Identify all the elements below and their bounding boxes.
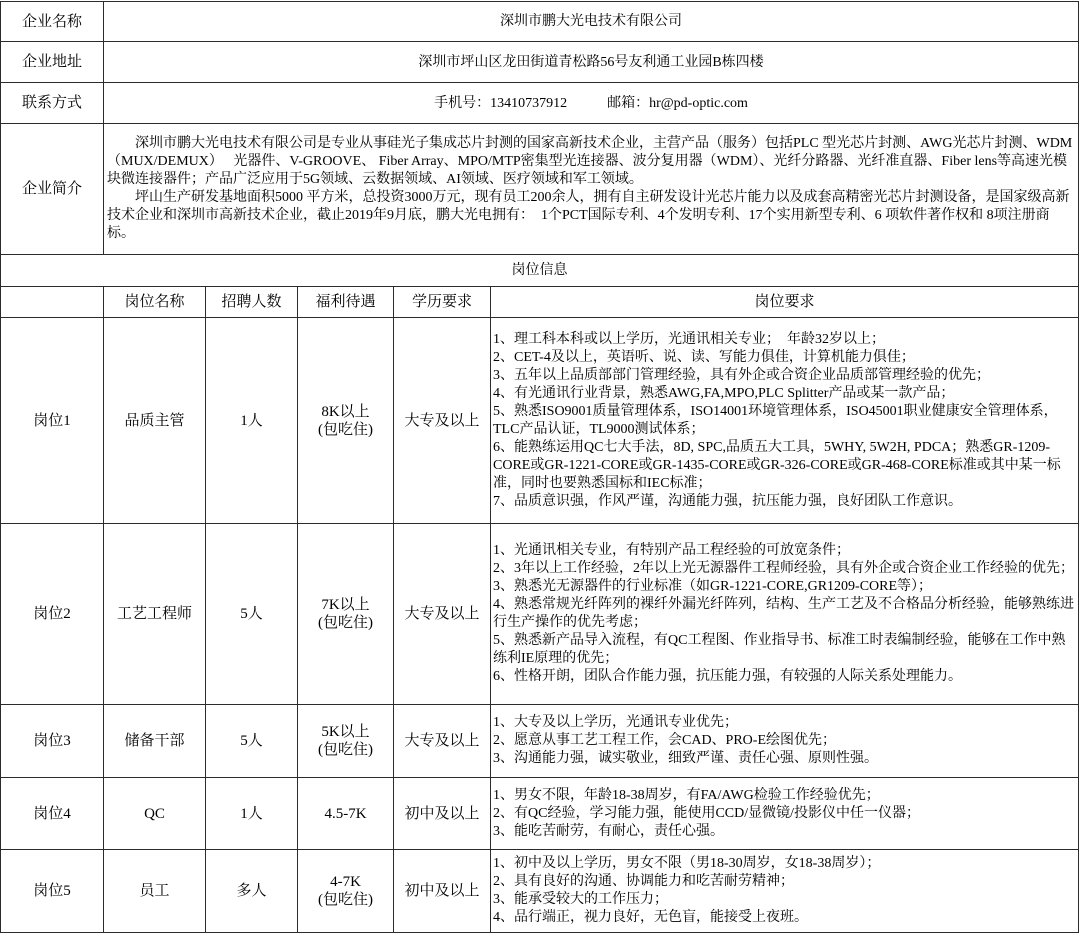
- position-requirements: [491, 524, 1079, 705]
- position-headcount: 1人: [206, 778, 298, 850]
- position-requirements: [491, 850, 1079, 933]
- position-salary: 4.5-7K: [324, 805, 367, 822]
- position-row: [1, 318, 1079, 524]
- position-salary-cell: [298, 850, 394, 933]
- requirement-item: 4、熟悉常规光纤阵列的裸纤外漏光纤阵列，结构、生产工艺及不合格品分析经验，能够熟练进行生产操作的优先考虑；: [493, 597, 1074, 630]
- company-address: 深圳市坪山区龙田街道青松路56号友利通工业园B栋四楼: [104, 42, 1079, 83]
- header-education: 学历要求: [394, 287, 491, 318]
- company-contact-row: [1, 83, 1079, 124]
- position-salary-cell: [298, 318, 394, 524]
- position-salary: 5K以上: [321, 724, 370, 740]
- position-salary: 8K以上: [321, 403, 370, 420]
- position-benefits-note: (包吃住): [318, 615, 373, 631]
- intro-paragraph: 深圳市鹏大光电技术有限公司是专业从事硅光子集成芯片封测的国家高新技术企业，主营产品（服务）包括PLC 型光芯片封测、AWG光芯片封测、WDM（MUX/DEMUX） 光器件、V-GROOVE、 Fiber Array、MPO/MTP密集型光连接器、波分复用器（WDM）、光纤分路器、光纤准直器、Fiber lens等高速光模块微连接器件；产品广泛应用于5G领域、云数据领域、AI领域、医疗领域和军工领域。: [107, 136, 1073, 187]
- intro-paragraph: 坪山生产研发基地面积5000 平方米，总投资3000万元，现有员工200余人，拥有自主研发设计光芯片能力以及成套高精密光芯片封测设备，是国家级高新技术企业和深圳市高新技术企业，截止2019年9月底，鹏大光电拥有： 1个PCT国际专利、4个发明专利、17个实用新型专利、6 项软件著作权和 8项注册商标。: [107, 190, 1070, 241]
- jobs-section-title: 岗位信息: [1, 255, 1079, 287]
- position-id: 岗位5: [1, 850, 104, 933]
- requirement-item: 3、能吃苦耐劳，有耐心，责任心强。: [493, 823, 724, 839]
- requirement-item: 3、能承受较大的工作压力；: [493, 892, 668, 907]
- position-id: 岗位1: [1, 318, 104, 524]
- company-job-table: [0, 1, 1079, 933]
- company-address-label: 企业地址: [1, 42, 104, 83]
- contact-phone: 手机号：13410737912: [434, 95, 568, 111]
- header-blank-cell: [1, 287, 104, 318]
- company-contact: [104, 83, 1079, 124]
- position-salary: 7K以上: [321, 597, 370, 613]
- position-benefits-note: (包吃住): [318, 742, 373, 758]
- header-title: 岗位名称: [104, 287, 206, 318]
- position-id: 岗位3: [1, 705, 104, 778]
- requirement-item: 3、五年以上品质部部门管理经验，具有外企或合资企业品质部管理经验的优先；: [493, 367, 990, 383]
- position-requirements: [491, 318, 1079, 524]
- company-name: 深圳市鹏大光电技术有限公司: [104, 2, 1079, 42]
- position-education: 初中及以上: [394, 778, 491, 850]
- header-benefits: 福利待遇: [298, 287, 394, 318]
- header-headcount: 招聘人数: [206, 287, 298, 318]
- position-education: 大专及以上: [394, 318, 491, 524]
- company-intro-row: [1, 124, 1079, 255]
- position-id: 岗位2: [1, 524, 104, 705]
- jobs-header-row: [1, 287, 1079, 318]
- company-name-label: 企业名称: [1, 2, 104, 42]
- requirement-item: 2、愿意从事工艺工程工作，会CAD、PRO-E绘图优先；: [493, 733, 837, 748]
- requirement-item: 1、初中及以上学历，男女不限（男18-30周岁，女18-38周岁）；: [493, 856, 881, 871]
- requirement-item: 6、性格开朗，团队合作能力强，抗压能力强，有较强的人际关系处理能力。: [493, 669, 962, 684]
- position-title: QC: [104, 778, 206, 850]
- header-requirements: 岗位要求: [491, 287, 1079, 318]
- requirement-item: 2、3年以上工作经验，2年以上光无源器件工程师经验，具有外企或合资企业工作经验的优先；: [493, 561, 1074, 576]
- company-address-row: [1, 42, 1079, 83]
- requirement-item: 2、有QC经验，学习能力强，能使用CCD/显微镜/投影仪中任一仪器；: [493, 805, 921, 821]
- company-name-row: [1, 2, 1079, 42]
- position-requirements: [491, 705, 1079, 778]
- position-salary-cell: [298, 778, 394, 850]
- position-education: 大专及以上: [394, 705, 491, 778]
- requirement-item: 4、品行端正，视力良好，无色盲，能接受上夜班。: [493, 910, 808, 925]
- position-headcount: 多人: [206, 850, 298, 933]
- requirement-item: 2、具有良好的沟通、协调能力和吃苦耐劳精神；: [493, 874, 794, 889]
- requirement-item: 3、熟悉光无源器件的行业标准（如GR-1221-CORE,GR1209-CORE等）；: [493, 579, 933, 594]
- position-salary-cell: [298, 705, 394, 778]
- position-benefits-note: (包吃住): [318, 421, 373, 438]
- requirement-item: 6、能熟练运用QC七大手法，8D, SPC,品质五大工具，5WHY, 5W2H, PDCA；熟悉GR-1209-CORE或GR-1221-CORE或GR-1435-CORE或GR-326-CORE或GR-468-CORE标准或其中某一标准，同时也要熟悉国标和IEC标准；: [493, 439, 1061, 491]
- position-id: 岗位4: [1, 778, 104, 850]
- jobs-section-row: [1, 255, 1079, 287]
- requirement-item: 1、大专及以上学历，光通讯专业优先；: [493, 715, 738, 730]
- position-salary-cell: [298, 524, 394, 705]
- requirement-item: 5、熟悉ISO9001质量管理体系，ISO14001环境管理体系，ISO45001职业健康安全管理体系，TLC产品认证，TL9000测试体系；: [493, 403, 1058, 437]
- requirement-item: 1、光通讯相关专业，有特别产品工程经验的可放宽条件；: [493, 543, 850, 558]
- position-row: [1, 850, 1079, 933]
- requirement-item: 5、熟悉新产品导入流程，有QC工程图、作业指导书、标准工时表编制经验，能够在工作中熟练利IE原理的优先；: [493, 633, 1066, 666]
- position-benefits-note: (包吃住): [318, 892, 373, 908]
- position-headcount: 1人: [206, 318, 298, 524]
- position-education: 大专及以上: [394, 524, 491, 705]
- position-row: [1, 705, 1079, 778]
- position-headcount: 5人: [206, 705, 298, 778]
- position-education: 初中及以上: [394, 850, 491, 933]
- position-title: 员工: [104, 850, 206, 933]
- requirement-item: 1、男女不限，年龄18-38周岁，有FA/AWG检验工作经验优先；: [493, 787, 880, 803]
- position-salary: 4-7K: [330, 874, 361, 890]
- requirement-item: 7、品质意识强，作风严谨，沟通能力强，抗压能力强，良好团队工作意识。: [493, 493, 962, 509]
- position-title: 工艺工程师: [104, 524, 206, 705]
- requirement-item: 3、沟通能力强，诚实敬业，细致严谨、责任心强、原则性强。: [493, 751, 878, 766]
- company-intro-label: 企业简介: [1, 124, 104, 255]
- requirement-item: 2、CET-4及以上，英语听、说、读、写能力俱佳，计算机能力俱佳；: [493, 349, 915, 365]
- position-row: [1, 524, 1079, 705]
- position-requirements: [491, 778, 1079, 850]
- position-row: [1, 778, 1079, 850]
- position-headcount: 5人: [206, 524, 298, 705]
- contact-email: 邮箱：hr@pd-optic.com: [607, 95, 748, 111]
- position-title: 储备干部: [104, 705, 206, 778]
- company-intro: [104, 124, 1079, 255]
- company-contact-label: 联系方式: [1, 83, 104, 124]
- position-title: 品质主管: [104, 318, 206, 524]
- requirement-item: 4、有光通讯行业背景，熟悉AWG,FA,MPO,PLC Splitter产品或某一款产品；: [493, 385, 955, 401]
- requirement-item: 1、理工科本科或以上学历，光通讯相关专业； 年龄32岁以上；: [493, 331, 885, 347]
